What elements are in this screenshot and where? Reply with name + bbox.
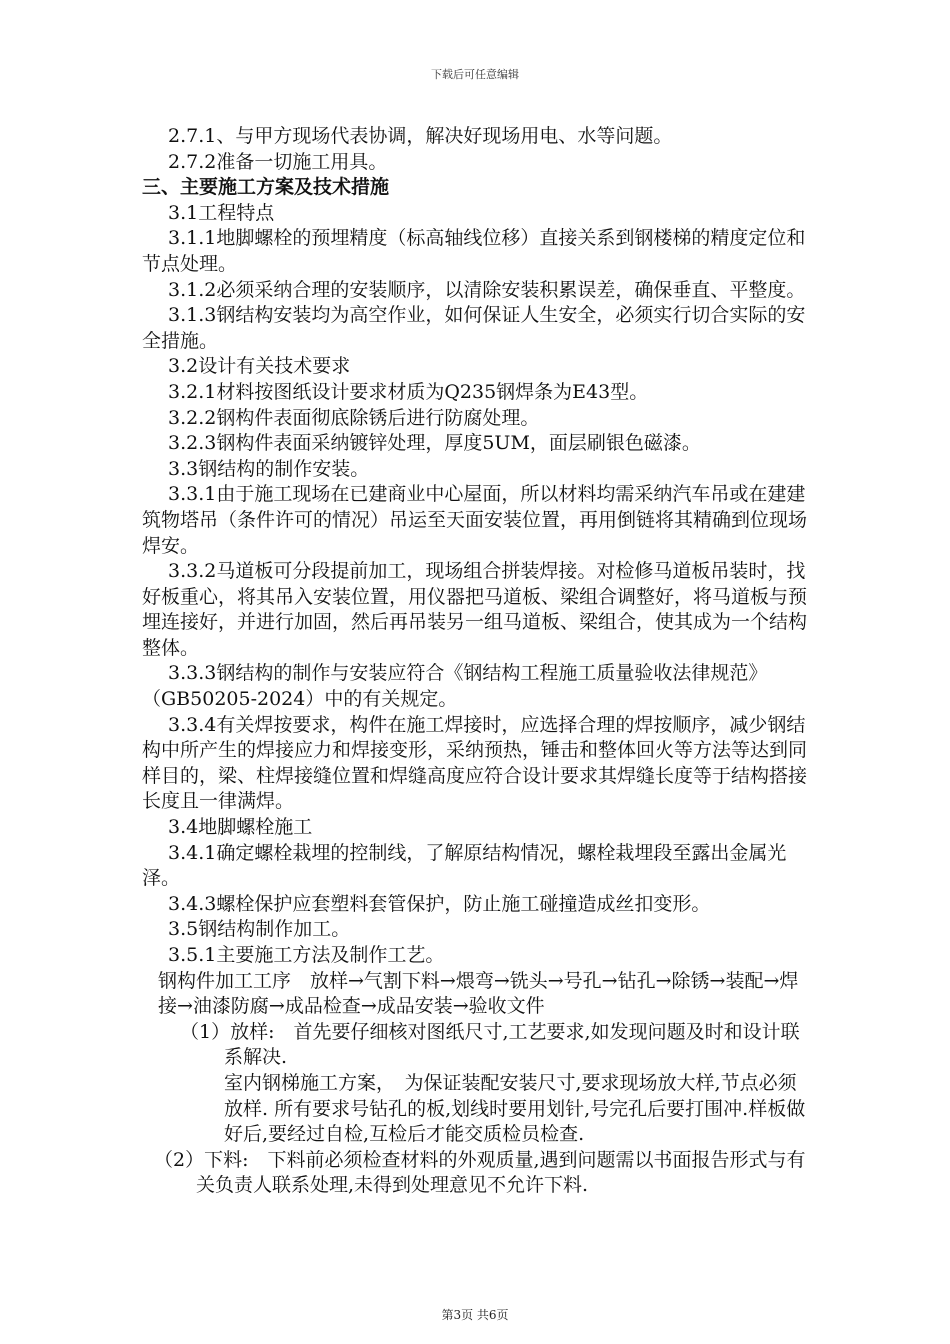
list-item-layout: （1）放样: 首先要仔细核对图纸尺寸,工艺要求,如发现问题及时和设计联系解决.: [180, 1020, 800, 1069]
process-flow-paragraph: 钢构件加工工序 放样→气割下料→煨弯→铣头→号孔→钻孔→除锈→装配→焊接→油漆防腐→成品检查→成品安装→验收文件: [158, 969, 799, 1018]
paragraph-3-2-3: 3.2.3钢构件表面采纳镀锌处理，厚度5UM，面层刷银色磁漆。: [168, 432, 701, 455]
list-item-layout-continued: 室内钢梯施工方案， 为保证装配安装尺寸,要求现场放大样,节点必须放样. 所有要求号钻孔的板,划线时要用划针,号完孔后要打围冲.样板做好后,要经过自检,互检后才能交质检员检查.: [224, 1071, 806, 1146]
paragraph-3-1: 3.1工程特点: [168, 201, 275, 224]
paragraph-3-2-1: 3.2.1材料按图纸设计要求材质为Q235钢焊条为E43型。: [168, 380, 649, 403]
paragraph-3-4-1: 3.4.1确定螺栓栽埋的控制线，了解原结构情况，螺栓栽埋段至露出金属光泽。: [142, 841, 787, 890]
paragraph-3-3-3: 3.3.3钢结构的制作与安装应符合《钢结构工程施工质量验收法律规范》（GB50205-2024）中的有关规定。: [142, 662, 768, 711]
paragraph-3-4: 3.4地脚螺栓施工: [168, 816, 313, 839]
paragraph-3-3-2: 3.3.2马道板可分段提前加工，现场组合拼装焊接。对检修马道板吊装时，找好板重心，将其吊入安装位置，用仪器把马道板、梁组合调整好，将马道板与预埋连接好，并进行加固，然后再吊装另一组马道板、梁组合，使其成为一个结构整体。: [142, 560, 808, 659]
section-heading-3: 三、主要施工方案及技术措施: [142, 176, 390, 199]
paragraph-3-3: 3.3钢结构的制作安装。: [168, 457, 370, 480]
paragraph-3-1-3: 3.1.3钢结构安装均为高空作业，如何保证人生安全，必须实行切合实际的安全措施。: [142, 304, 806, 352]
list-item-cutting: （2）下料: 下料前必须检查材料的外观质量,遇到问题需以书面报告形式与有关负责人联系处理,未得到处理意见不允许下料.: [154, 1148, 806, 1197]
paragraph-3-5-1: 3.5.1主要施工方法及制作工艺。: [168, 944, 445, 966]
paragraph-3-1-1: 3.1.1地脚螺栓的预埋精度（标高轴线位移）直接关系到钢楼梯的精度定位和节点处理。: [142, 227, 806, 275]
paragraph-3-1-2: 3.1.2必须采纳合理的安装顺序，以清除安装积累误差，确保垂直、平整度。: [168, 278, 806, 301]
paragraph-3-4-3: 3.4.3螺栓保护应套塑料套管保护，防止施工碰撞造成丝扣变形。: [168, 892, 711, 915]
paragraph-3-3-1: 3.3.1由于施工现场在已建商业中心屋面，所以材料均需采纳汽车吊或在建建筑物塔吊（条件许可的情况）吊运至天面安装位置，再用倒链将其精确到位现场焊安。: [142, 483, 808, 557]
page-footer: 第3页 共6页: [441, 1308, 509, 1322]
document-body: [142, 124, 810, 1199]
paragraph-3-3-4: 3.3.4有关焊按要求，构件在施工焊接时，应选择合理的焊按顺序，减少钢结构中所产生的焊接应力和焊接变形，采纳预热，锤击和整体回火等方法等达到同样目的，梁、柱焊接缝位置和焊缝高度应符合设计要求其焊缝长度等于结构搭接长度且一律满焊。: [142, 713, 808, 813]
paragraph-3-2: 3.2设计有关技术要求: [168, 355, 351, 378]
paragraph-2-7-2: 2.7.2准备一切施工用具。: [168, 150, 388, 173]
paragraph-3-5: 3.5钢结构制作加工。: [168, 918, 351, 941]
paragraph-3-2-2: 3.2.2钢构件表面彻底除锈后进行防腐处理。: [168, 406, 540, 429]
page-header: 下载后可任意编辑: [431, 68, 519, 81]
paragraph-2-7-1: 2.7.1、与甲方现场代表协调，解决好现场用电、水等问题。: [168, 125, 673, 147]
